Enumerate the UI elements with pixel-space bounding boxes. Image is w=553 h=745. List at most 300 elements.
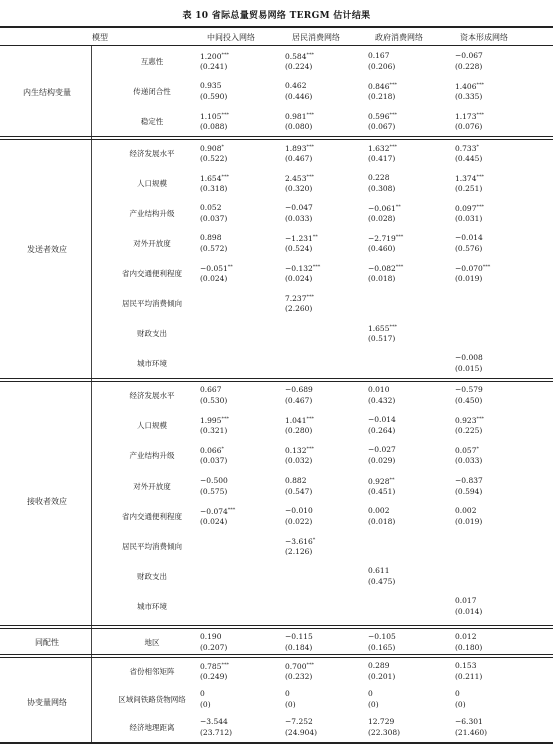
standard-error-cell: (0.037) [200,214,228,223]
standard-error-cell: (0) [368,700,379,709]
standard-error-cell: (0.180) [455,643,483,652]
coefficient-value: −0.008 [455,353,483,362]
coefficient-cell [368,661,389,670]
coefficient-value: 0.667 [200,385,222,394]
standard-error-cell: (0.475) [368,577,396,586]
significance-stars: *** [221,52,229,58]
coefficient-cell [455,632,476,641]
standard-error-cell: (0.184) [285,643,313,652]
coefficient-value: 0.167 [368,51,390,60]
significance-stars: * [476,144,479,150]
coefficient-value: −0.082 [368,264,396,273]
coefficient-value: 0.057 [455,446,477,455]
row-variable-label: 传递闭合性 [133,87,171,96]
standard-error-cell: (0.019) [455,274,483,283]
significance-stars: *** [306,416,314,422]
standard-error-cell: (0.572) [200,244,228,253]
standard-error-cell: (0.241) [200,62,228,71]
coefficient-cell [455,173,484,183]
coefficient-cell [368,203,401,213]
standard-error-cell: (0.165) [368,643,396,652]
coefficient-value: −0.115 [285,632,313,641]
coefficient-cell [455,51,483,60]
standard-error-cell: (0.547) [285,487,313,496]
significance-stars: *** [395,234,404,240]
coefficient-cell [368,632,396,641]
standard-error-cell: (0) [455,700,466,709]
significance-stars: *** [389,82,397,88]
coefficient-cell [455,263,490,273]
standard-error-cell: (0.024) [285,274,313,283]
row-variable-label: 经济发展水平 [129,149,175,158]
significance-stars: *** [476,174,484,180]
coefficient-value: 1.200 [200,52,222,61]
coefficient-cell [285,536,315,546]
coefficient-cell [200,506,235,516]
standard-error-cell: (0.018) [368,517,396,526]
group-rule [0,628,553,629]
coefficient-value: 0.935 [200,81,222,90]
group-rule [0,378,553,379]
coefficient-cell [368,263,403,273]
coefficient-cell [368,689,373,698]
significance-stars: *** [482,264,491,270]
coefficient-value: 0.066 [200,446,222,455]
group-label-assortativity: 同配性 [35,638,59,647]
coefficient-value: −0.014 [368,415,396,424]
coefficient-cell [455,506,476,515]
header-col3: 政府消费网络 [375,33,423,42]
coefficient-value: 0 [368,689,373,698]
coefficient-value: 0.052 [200,203,222,212]
standard-error-cell: (0.218) [368,92,396,101]
standard-error-cell: (0.321) [200,426,228,435]
coefficient-value: 1.654 [200,174,222,183]
standard-error-cell: (0.088) [200,122,228,131]
standard-error-cell: (0.037) [200,456,228,465]
coefficient-cell [368,111,397,121]
row-variable-label: 产业结构升级 [129,451,175,460]
row-variable-label: 居民平均消费倾向 [122,299,182,308]
standard-error-cell: (0.031) [455,214,483,223]
coefficient-cell [200,445,224,455]
standard-error-cell: (0.451) [368,487,396,496]
standard-error-cell: (0.308) [368,184,396,193]
coefficient-cell [368,385,389,394]
coefficient-cell [285,661,314,671]
coefficient-value: 0.908 [200,144,222,153]
header-col4: 资本形成网络 [460,33,508,42]
coefficient-value: 0.785 [200,662,222,671]
group-label-endogenous: 内生结构变量 [23,88,71,97]
significance-stars: *** [389,324,397,330]
significance-stars: *** [395,264,404,270]
coefficient-value: −0.074 [200,507,228,516]
coefficient-value: 0.190 [200,632,222,641]
standard-error-cell: (0.467) [285,396,313,405]
significance-stars: *** [389,112,397,118]
standard-error-cell: (0.417) [368,154,396,163]
coefficient-cell [455,385,483,394]
standard-error-cell: (0.280) [285,426,313,435]
coefficient-value: 0.611 [368,566,390,575]
coefficient-value: 0.596 [368,112,390,121]
coefficient-cell [368,415,396,424]
coefficient-cell [200,81,221,90]
coefficient-cell [455,353,483,362]
significance-stars: *** [306,662,314,668]
coefficient-cell [368,506,389,515]
coefficient-cell [285,81,306,90]
coefficient-value: −3.544 [200,717,228,726]
significance-stars: ** [227,264,233,270]
coefficient-cell [200,717,228,726]
coefficient-cell [285,111,314,121]
coefficient-value: −1.231 [285,234,313,243]
standard-error-cell: (0.467) [285,154,313,163]
coefficient-value: −6.301 [455,717,483,726]
standard-error-cell: (0.080) [285,122,313,131]
group-rule [0,136,553,137]
group-label-receiver: 接收者效应 [27,497,67,506]
standard-error-cell: (0) [200,700,211,709]
coefficient-cell [455,111,484,121]
standard-error-cell: (0.076) [455,122,483,131]
coefficient-value: −0.047 [285,203,313,212]
significance-stars: *** [476,112,484,118]
standard-error-cell: (21.460) [455,728,488,737]
row-variable-label: 城市环境 [137,602,167,611]
coefficient-value: 0.097 [455,204,477,213]
row-variable-label: 省内交通便利程度 [122,512,182,521]
standard-error-cell: (0.224) [285,62,313,71]
coefficient-value: −0.010 [285,506,313,515]
row-variable-label: 经济发展水平 [129,391,175,400]
coefficient-value: −3.616 [285,537,313,546]
standard-error-cell: (0.251) [455,184,483,193]
coefficient-value: 0.010 [368,385,390,394]
row-variable-label: 对外开放度 [133,482,171,491]
coefficient-value: −0.837 [455,476,483,485]
significance-stars: ** [395,204,401,210]
coefficient-value: −0.579 [455,385,483,394]
row-variable-label: 稳定性 [140,117,164,126]
coefficient-cell [455,717,483,726]
coefficient-value: 0.002 [368,506,390,515]
standard-error-cell: (0.029) [368,456,396,465]
standard-error-cell: (0.228) [455,62,483,71]
coefficient-cell [455,203,484,213]
standard-error-cell: (0.067) [368,122,396,131]
header-col1: 中间投入网络 [207,33,255,42]
coefficient-value: 1.632 [368,144,390,153]
standard-error-cell: (0.201) [368,672,396,681]
standard-error-cell: (22.308) [368,728,401,737]
row-variable-label: 区域间铁路货物网络 [118,695,186,704]
coefficient-value: 0.017 [455,596,477,605]
coefficient-cell [455,596,476,605]
coefficient-value: 0.153 [455,661,477,670]
standard-error-cell: (0.207) [200,643,228,652]
coefficient-value: 1.041 [285,416,307,425]
row-variable-label: 互惠性 [140,57,164,66]
coefficient-cell [200,143,224,153]
standard-error-cell: (0.460) [368,244,396,253]
coefficient-value: 0.002 [455,506,477,515]
top-rule [0,26,553,28]
standard-error-cell: (0.320) [285,184,313,193]
coefficient-cell [200,233,221,242]
coefficient-value: 0.012 [455,632,477,641]
coefficient-value: 1.374 [455,174,477,183]
coefficient-value: −0.061 [368,204,396,213]
standard-error-cell: (0.530) [200,396,228,405]
row-variable-label: 人口规模 [137,421,167,430]
coefficient-value: 0 [285,689,290,698]
coefficient-value: 0.928 [368,477,390,486]
coefficient-value: 0 [455,689,460,698]
coefficient-value: 0.132 [285,446,307,455]
coefficient-cell [200,111,229,121]
row-variable-label: 省内交通便利程度 [122,269,182,278]
group-rule [0,654,553,655]
coefficient-value: 1.173 [455,112,477,121]
standard-error-cell: (0.517) [368,334,396,343]
significance-stars: *** [476,82,484,88]
coefficient-value: 0.882 [285,476,307,485]
coefficient-cell [368,445,396,454]
row-variable-label: 对外开放度 [133,239,171,248]
coefficient-value: 0.462 [285,81,307,90]
coefficient-cell [200,632,221,641]
coefficient-cell [368,233,403,243]
standard-error-cell: (0.575) [200,487,228,496]
coefficient-cell [200,51,229,61]
standard-error-cell: (0) [285,700,296,709]
coefficient-cell [455,445,479,455]
significance-stars: *** [476,416,484,422]
standard-error-cell: (0.594) [455,487,483,496]
bottom-rule [0,742,553,744]
header-col2: 居民消费网络 [292,33,340,42]
coefficient-cell [285,233,318,243]
coefficient-value: 0.289 [368,661,390,670]
coefficient-cell [455,233,483,242]
standard-error-cell: (0.024) [200,517,228,526]
coefficient-value: 0.228 [368,173,390,182]
group-rule [0,139,553,140]
significance-stars: *** [227,507,236,513]
row-variable-label: 地区 [144,638,160,647]
standard-error-cell: (0.014) [455,607,483,616]
coefficient-cell [200,203,221,212]
coefficient-cell [368,51,389,60]
standard-error-cell: (0.019) [455,517,483,526]
standard-error-cell: (0.264) [368,426,396,435]
standard-error-cell: (0.446) [285,92,313,101]
coefficient-value: 1.655 [368,324,390,333]
group-label-covariate: 协变量网络 [27,698,67,707]
coefficient-value: 12.729 [368,717,395,726]
coefficient-value: 0 [200,689,205,698]
coefficient-value: −0.689 [285,385,313,394]
standard-error-cell: (0.022) [285,517,313,526]
coefficient-cell [285,203,313,212]
coefficient-cell [455,661,476,670]
coefficient-cell [200,385,221,394]
significance-stars: *** [221,416,229,422]
coefficient-cell [455,143,479,153]
group-rule [0,381,553,382]
coefficient-cell [368,566,389,575]
significance-stars: *** [306,174,314,180]
header-rule [0,45,553,46]
significance-stars: ** [312,234,318,240]
coefficient-value: −0.067 [455,51,483,60]
coefficient-cell [455,415,484,425]
header-model: 模型 [92,33,108,42]
coefficient-cell [285,506,313,515]
coefficient-cell [285,385,313,394]
coefficient-value: −0.132 [285,264,313,273]
coefficient-cell [368,143,397,153]
coefficient-value: 0.923 [455,416,477,425]
coefficient-value: 0.584 [285,52,307,61]
row-variable-label: 居民平均消费倾向 [122,542,182,551]
coefficient-cell [285,293,314,303]
standard-error-cell: (0.024) [200,274,228,283]
standard-error-cell: (0.028) [368,214,396,223]
standard-error-cell: (23.712) [200,728,233,737]
coefficient-value: 1.406 [455,82,477,91]
group-label-sender: 发送者效应 [27,245,67,254]
row-variable-label: 财政支出 [137,572,167,581]
coefficient-cell [200,415,229,425]
coefficient-value: −0.070 [455,264,483,273]
coefficient-value: 0.898 [200,233,222,242]
coefficient-cell [285,263,320,273]
standard-error-cell: (0.335) [455,92,483,101]
significance-stars: *** [306,112,314,118]
standard-error-cell: (0.249) [200,672,228,681]
standard-error-cell: (0.032) [285,456,313,465]
coefficient-value: 1.995 [200,416,222,425]
coefficient-value: 2.453 [285,174,307,183]
coefficient-cell [285,717,313,726]
standard-error-cell: (0.232) [285,672,313,681]
row-variable-label: 产业结构升级 [129,209,175,218]
coefficient-value: 7.237 [285,294,307,303]
coefficient-cell [200,173,229,183]
coefficient-value: 0.700 [285,662,307,671]
coefficient-cell [285,415,314,425]
group-rule [0,625,553,626]
coefficient-cell [285,173,314,183]
coefficient-value: −0.014 [455,233,483,242]
coefficient-value: −0.105 [368,632,396,641]
coefficient-cell [200,263,233,273]
coefficient-value: −0.027 [368,445,396,454]
row-variable-label: 省份相邻矩阵 [129,667,175,676]
row-variable-label: 城市环境 [137,359,167,368]
table-title: 表 10 省际总量贸易网络 TERGM 估计结果 [182,11,371,21]
coefficient-cell [285,476,306,485]
coefficient-cell [455,81,484,91]
coefficient-cell [200,476,228,485]
significance-stars: *** [221,662,229,668]
standard-error-cell: (2.260) [285,304,313,313]
coefficient-value: 0.733 [455,144,477,153]
standard-error-cell: (0.018) [368,274,396,283]
standard-error-cell: (24.904) [285,728,318,737]
significance-stars: * [312,537,316,543]
coefficient-cell [455,689,460,698]
standard-error-cell: (0.432) [368,396,396,405]
coefficient-cell [368,717,394,726]
significance-stars: *** [221,112,229,118]
coefficient-cell [368,476,394,486]
standard-error-cell: (0.033) [455,456,483,465]
row-variable-label: 人口规模 [137,179,167,188]
standard-error-cell: (0.445) [455,154,483,163]
coefficient-cell [200,661,229,671]
standard-error-cell: (0.590) [200,92,228,101]
coefficient-value: 1.893 [285,144,307,153]
row-variable-label: 财政支出 [137,329,167,338]
significance-stars: * [221,144,224,150]
significance-stars: *** [306,446,314,452]
coefficient-value: −0.500 [200,476,228,485]
coefficient-cell [285,51,314,61]
standard-error-cell: (0.225) [455,426,483,435]
standard-error-cell: (0.522) [200,154,228,163]
significance-stars: *** [221,174,229,180]
coefficient-value: −7.252 [285,717,313,726]
significance-stars: *** [306,144,314,150]
significance-stars: ** [389,477,395,483]
standard-error-cell: (0.318) [200,184,228,193]
coefficient-value: 0.981 [285,112,307,121]
coefficient-cell [200,689,205,698]
standard-error-cell: (0.576) [455,244,483,253]
coefficient-cell [368,81,397,91]
significance-stars: * [476,446,479,452]
significance-stars: *** [476,204,484,210]
standard-error-cell: (2.126) [285,547,313,556]
coefficient-cell [285,445,314,455]
coefficient-value: 1.105 [200,112,222,121]
coefficient-cell [368,323,397,333]
standard-error-cell: (0.211) [455,672,483,681]
significance-stars: * [221,446,224,452]
group-rule [0,657,553,658]
standard-error-cell: (0.450) [455,396,483,405]
coefficient-cell [285,689,290,698]
significance-stars: *** [312,264,321,270]
coefficient-value: −2.719 [368,234,396,243]
significance-stars: *** [389,144,397,150]
coefficient-value: −0.051 [200,264,228,273]
coefficient-cell [285,143,314,153]
coefficient-cell [455,476,483,485]
standard-error-cell: (0.015) [455,364,483,373]
coefficient-cell [285,632,313,641]
standard-error-cell: (0.206) [368,62,396,71]
row-variable-label: 经济地理距离 [129,723,175,732]
standard-error-cell: (0.524) [285,244,313,253]
coefficient-cell [368,173,389,182]
standard-error-cell: (0.033) [285,214,313,223]
